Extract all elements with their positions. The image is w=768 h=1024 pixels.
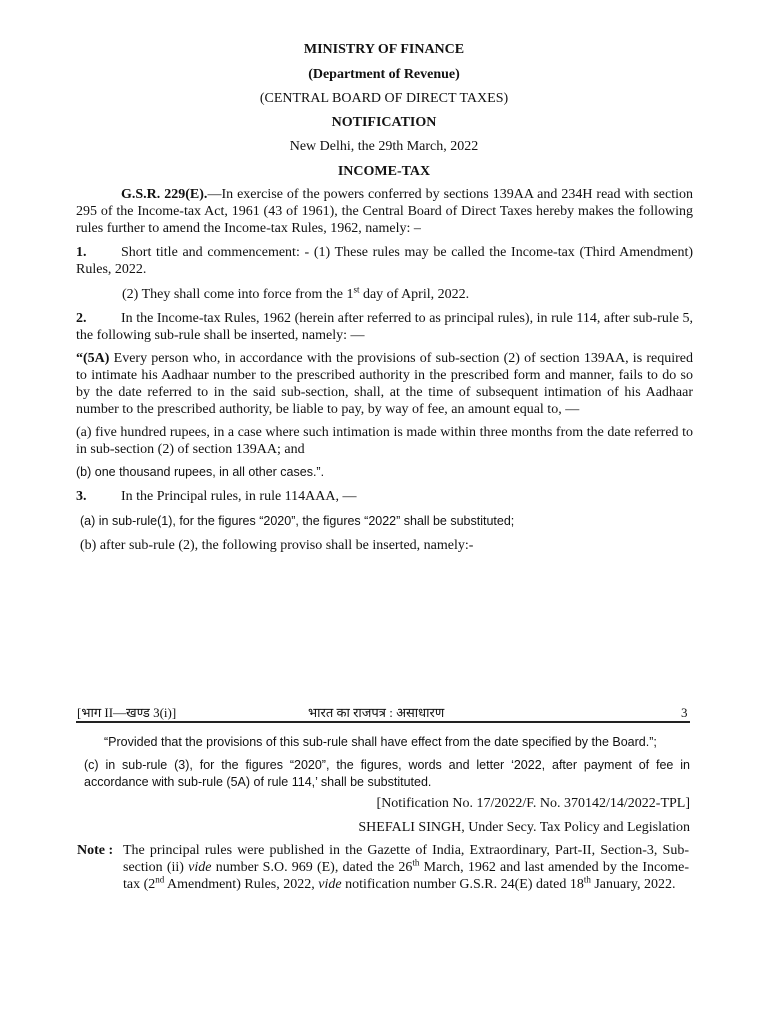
page-number: 3 xyxy=(681,705,688,720)
note-part-4: Amendment) Rules, 2022, xyxy=(164,877,319,892)
subrule-5a-text: Every person who, in accordance with the provisions of sub-section (2) of section 139AA, is required to intimate his Aadhaar number to the prescribed authority in the prescribed form and manner, fails to do so by the date referred to in the said sub-section, shall, at the time of subsequent intimation of his Aadhaar number to the prescribed authority, be liable to pay, by way of fee, an amount equal to, — xyxy=(76,351,693,417)
rule-1-sub2-sup: st xyxy=(353,284,360,295)
rule-1-paragraph xyxy=(76,244,693,278)
preamble-text: —In exercise of the powers conferred by sections 139AA and 234H read with section 295 of the Income-tax Act, 1961 (43 of 1961), the Central Board of Direct Taxes hereby makes the following rules further to amend the Income-tax Rules, 1962, namely: – xyxy=(76,187,694,236)
note-sup-2: nd xyxy=(155,874,165,885)
signatory: SHEFALI SINGH, Under Secy. Tax Policy and Legislation xyxy=(358,820,690,835)
note-part-1: The principal rules were published in the Gazette of India, Extraordinary, Part-II, Section-3, Sub-section (ii) xyxy=(123,843,689,875)
rule-2-text: In the Income-tax Rules, 1962 (herein after referred to as principal rules), in rule 114, after sub-rule 5, the following sub-rule shall be inserted, namely: — xyxy=(76,311,693,343)
subrule-5a-lead: “(5A) xyxy=(76,351,110,366)
rule-1-number: 1. xyxy=(76,245,87,260)
note-sup-1: th xyxy=(412,857,420,868)
note-part-3: March, 1962 and last amended by the Income-tax (2 xyxy=(123,860,689,892)
rule-3-text: In the Principal rules, in rule 114AAA, — xyxy=(121,489,357,504)
rule-3-clause-a: (a) in sub-rule(1), for the figures “2020”, the figures “2022” shall be substituted; xyxy=(80,514,515,528)
rule-1-text: Short title and commencement: - (1) These rules may be called the Income-tax (Third Amendment) Rules, 2022. xyxy=(76,245,693,277)
subrule-5a-paragraph xyxy=(76,350,693,418)
rule-2-paragraph xyxy=(76,310,693,344)
note-label: Note : xyxy=(77,843,114,858)
subject-title: INCOME-TAX xyxy=(337,164,431,179)
department-title: (Department of Revenue) xyxy=(308,67,460,82)
note-sup-3: th xyxy=(583,874,591,885)
note-body xyxy=(123,842,689,893)
note-part-2: number S.O. 969 (E), dated the 26 xyxy=(211,860,413,875)
note-part-5: notification number G.S.R. 24(E) dated 18 xyxy=(341,877,584,892)
gazette-part-label: [भाग II—खण्ड 3(i)] xyxy=(77,705,177,720)
preamble-paragraph xyxy=(76,186,693,237)
proviso-text: “Provided that the provisions of this sub-rule shall have effect from the date specified by the Board.”; xyxy=(104,735,657,749)
gazette-title: भारत का राजपत्र : असाधारण xyxy=(308,705,445,720)
header-divider xyxy=(76,721,690,723)
note-vide-1: vide xyxy=(188,860,212,875)
subrule-5a-clause-a: (a) five hundred rupees, in a case where such intimation is made within three months from the date referred to in sub-section (2) of section 139AA; and xyxy=(76,425,693,457)
notification-number: [Notification No. 17/2022/F. No. 370142/14/2022-TPL] xyxy=(376,796,690,811)
note-vide-2: vide xyxy=(318,877,342,892)
rule-2-number: 2. xyxy=(76,311,87,326)
notification-title: NOTIFICATION xyxy=(331,115,437,130)
rule-3-paragraph xyxy=(76,488,357,505)
rule-1-sub2-pre: (2) They shall come into force from the 1 xyxy=(122,287,354,302)
gsr-number: G.S.R. 229(E). xyxy=(121,187,208,202)
place-date: New Delhi, the 29th March, 2022 xyxy=(289,139,479,154)
rule-3-clause-b: (b) after sub-rule (2), the following proviso shall be inserted, namely:- xyxy=(80,538,474,553)
rule-1-subrule-2 xyxy=(122,286,469,303)
rule-3-clause-c: (c) in sub-rule (3), for the figures “2020”, the figures, words and letter ‘2022, after payment of fee in accordance with sub-rule (5A) of rule 114,’ shall be substituted. xyxy=(84,758,690,789)
board-title: (CENTRAL BOARD OF DIRECT TAXES) xyxy=(259,91,509,106)
ministry-title: MINISTRY OF FINANCE xyxy=(303,42,465,57)
rule-1-sub2-post: day of April, 2022. xyxy=(359,287,470,302)
subrule-5a-clause-b: (b) one thousand rupees, in all other cases.”. xyxy=(76,465,325,479)
note-part-6: January, 2022. xyxy=(590,877,676,892)
rule-3-number: 3. xyxy=(76,489,87,504)
